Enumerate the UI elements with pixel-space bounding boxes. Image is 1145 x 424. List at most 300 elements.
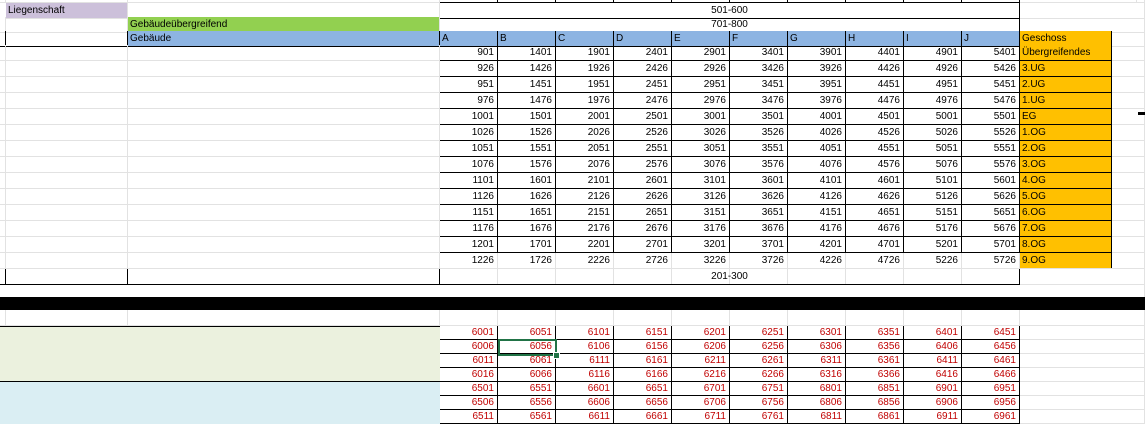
number-cell[interactable]: 6561 [498, 410, 556, 424]
number-cell[interactable]: 2126 [556, 189, 614, 205]
number-cell[interactable]: 6656 [614, 396, 672, 410]
number-cell[interactable]: 3401 [730, 45, 788, 61]
number-cell[interactable]: 2226 [556, 253, 614, 269]
number-cell[interactable]: 1151 [440, 205, 498, 221]
cell[interactable] [6, 141, 128, 157]
number-cell[interactable]: 5076 [904, 157, 962, 173]
number-cell[interactable]: 1026 [440, 125, 498, 141]
cell[interactable] [128, 77, 440, 93]
cell[interactable] [1112, 173, 1145, 189]
cell[interactable] [1112, 61, 1145, 77]
cell[interactable] [440, 253, 498, 269]
number-cell[interactable]: 4001 [788, 109, 846, 125]
number-cell[interactable]: 2201 [556, 237, 614, 253]
number-cell[interactable]: 1001 [440, 109, 498, 125]
number-cell[interactable]: 1426 [498, 61, 556, 77]
number-cell[interactable]: 3426 [730, 61, 788, 77]
number-cell[interactable]: 2501 [614, 109, 672, 125]
number-cell[interactable]: 1551 [498, 141, 556, 157]
number-cell[interactable]: 6311 [788, 354, 846, 368]
number-cell[interactable]: 4401 [846, 45, 904, 61]
number-cell[interactable]: 6706 [672, 396, 730, 410]
cell[interactable] [6, 77, 128, 93]
number-cell[interactable]: 1726 [498, 253, 556, 269]
cell[interactable] [614, 253, 672, 269]
cell[interactable] [730, 253, 788, 269]
number-cell[interactable]: 951 [440, 77, 498, 93]
number-cell[interactable]: 1501 [498, 109, 556, 125]
number-cell[interactable]: 3051 [672, 141, 730, 157]
number-cell[interactable]: 2401 [614, 45, 672, 61]
number-cell[interactable]: 3226 [672, 253, 730, 269]
cell[interactable] [672, 310, 730, 326]
number-cell[interactable]: 6001 [440, 326, 498, 340]
number-cell[interactable]: 6861 [846, 410, 904, 424]
number-cell[interactable]: 5601 [962, 173, 1020, 189]
cell[interactable] [6, 310, 128, 326]
number-cell[interactable]: 6901 [904, 382, 962, 396]
number-cell[interactable]: 1926 [556, 61, 614, 77]
cell[interactable] [6, 109, 128, 125]
number-cell[interactable]: 6711 [672, 410, 730, 424]
number-cell[interactable]: 4201 [788, 237, 846, 253]
column-header-i[interactable]: I [904, 31, 962, 47]
cell[interactable] [128, 125, 440, 141]
number-cell[interactable]: 6106 [556, 340, 614, 354]
number-cell[interactable]: 6611 [556, 410, 614, 424]
number-cell[interactable]: 2426 [614, 61, 672, 77]
number-cell[interactable]: 6006 [440, 340, 498, 354]
column-header-e[interactable]: E [672, 31, 730, 47]
number-cell[interactable]: 6211 [672, 354, 730, 368]
cell[interactable] [6, 221, 128, 237]
number-cell[interactable]: 2626 [614, 189, 672, 205]
number-cell[interactable]: 2051 [556, 141, 614, 157]
number-cell[interactable]: 4601 [846, 173, 904, 189]
number-cell[interactable]: 2001 [556, 109, 614, 125]
number-cell[interactable]: 5001 [904, 109, 962, 125]
number-cell[interactable]: 4451 [846, 77, 904, 93]
column-header-g[interactable]: G [788, 31, 846, 47]
cell[interactable] [6, 125, 128, 141]
number-cell[interactable]: 2451 [614, 77, 672, 93]
number-cell[interactable]: 6306 [788, 340, 846, 354]
number-cell[interactable]: 4976 [904, 93, 962, 109]
cell[interactable] [1020, 310, 1145, 326]
number-cell[interactable]: 1451 [498, 77, 556, 93]
number-cell[interactable]: 5201 [904, 237, 962, 253]
cell[interactable] [1020, 269, 1145, 285]
cell[interactable] [1112, 141, 1145, 157]
number-cell[interactable]: 6161 [614, 354, 672, 368]
floor-label[interactable]: Übergreifendes [1020, 45, 1112, 61]
number-cell[interactable]: 6061 [498, 354, 556, 368]
number-cell[interactable]: 1176 [440, 221, 498, 237]
number-cell[interactable]: 6206 [672, 340, 730, 354]
cell[interactable] [6, 237, 128, 253]
floor-label[interactable]: 8.OG [1020, 237, 1112, 253]
number-cell[interactable]: 5176 [904, 221, 962, 237]
number-cell[interactable]: 6111 [556, 354, 614, 368]
number-cell[interactable]: 2601 [614, 173, 672, 189]
number-cell[interactable]: 2151 [556, 205, 614, 221]
number-cell[interactable]: 3101 [672, 173, 730, 189]
cell[interactable] [730, 310, 788, 326]
number-cell[interactable]: 6751 [730, 382, 788, 396]
number-cell[interactable]: 5726 [962, 253, 1020, 269]
number-cell[interactable]: 5626 [962, 189, 1020, 205]
cell[interactable] [1020, 354, 1145, 368]
number-cell[interactable]: 6116 [556, 368, 614, 382]
number-cell[interactable]: 6856 [846, 396, 904, 410]
number-cell[interactable]: 4651 [846, 205, 904, 221]
number-cell[interactable]: 3701 [730, 237, 788, 253]
column-header-b[interactable]: B [498, 31, 556, 47]
cell[interactable] [962, 310, 1020, 326]
number-cell[interactable]: 6801 [788, 382, 846, 396]
number-cell[interactable]: 2926 [672, 61, 730, 77]
number-cell[interactable]: 5526 [962, 125, 1020, 141]
cell[interactable] [128, 93, 440, 109]
number-cell[interactable]: 6401 [904, 326, 962, 340]
number-cell[interactable]: 1076 [440, 157, 498, 173]
number-cell[interactable]: 2026 [556, 125, 614, 141]
number-cell[interactable]: 4051 [788, 141, 846, 157]
gebaeudeuebergreifend-label[interactable]: Gebäudeübergreifend [128, 17, 440, 33]
number-cell[interactable]: 2901 [672, 45, 730, 61]
number-cell[interactable]: 6951 [962, 382, 1020, 396]
number-cell[interactable]: 6366 [846, 368, 904, 382]
floor-label[interactable]: 2.UG [1020, 77, 1112, 93]
number-cell[interactable]: 6651 [614, 382, 672, 396]
floor-label[interactable]: 1.UG [1020, 93, 1112, 109]
number-cell[interactable]: 3176 [672, 221, 730, 237]
number-cell[interactable]: 3126 [672, 189, 730, 205]
number-cell[interactable]: 4701 [846, 237, 904, 253]
fill-handle[interactable] [553, 352, 560, 359]
number-cell[interactable]: 1126 [440, 189, 498, 205]
cell[interactable] [1020, 326, 1145, 340]
cell[interactable] [1020, 253, 1145, 269]
number-cell[interactable]: 6906 [904, 396, 962, 410]
number-cell[interactable]: 3501 [730, 109, 788, 125]
range-501-600[interactable]: 501-600 [440, 3, 1020, 19]
number-cell[interactable]: 5476 [962, 93, 1020, 109]
number-cell[interactable]: 4626 [846, 189, 904, 205]
cell[interactable] [1112, 189, 1145, 205]
number-cell[interactable]: 3676 [730, 221, 788, 237]
column-header-d[interactable]: D [614, 31, 672, 47]
number-cell[interactable]: 2101 [556, 173, 614, 189]
number-cell[interactable]: 5451 [962, 77, 1020, 93]
floor-label[interactable]: 7.OG [1020, 221, 1112, 237]
number-cell[interactable]: 3926 [788, 61, 846, 77]
cell[interactable] [1112, 157, 1145, 173]
number-cell[interactable]: 6551 [498, 382, 556, 396]
cell[interactable] [1112, 205, 1145, 221]
number-cell[interactable]: 6056 [498, 340, 556, 354]
number-cell[interactable]: 4126 [788, 189, 846, 205]
number-cell[interactable]: 6961 [962, 410, 1020, 424]
number-cell[interactable]: 6416 [904, 368, 962, 382]
number-cell[interactable]: 1676 [498, 221, 556, 237]
number-cell[interactable]: 2726 [614, 253, 672, 269]
gebaeude-label[interactable]: Gebäude [128, 31, 440, 47]
cell[interactable] [128, 141, 440, 157]
column-header-a[interactable]: A [440, 31, 498, 47]
cell[interactable] [6, 45, 128, 61]
floor-label[interactable]: EG [1020, 109, 1112, 125]
number-cell[interactable]: 3901 [788, 45, 846, 61]
number-cell[interactable]: 1651 [498, 205, 556, 221]
number-cell[interactable]: 5676 [962, 221, 1020, 237]
cell[interactable] [556, 253, 614, 269]
cell[interactable] [6, 157, 128, 173]
number-cell[interactable]: 6701 [672, 382, 730, 396]
number-cell[interactable]: 3476 [730, 93, 788, 109]
number-cell[interactable]: 1476 [498, 93, 556, 109]
cell[interactable] [498, 310, 556, 326]
number-cell[interactable]: 6066 [498, 368, 556, 382]
range-201-300[interactable]: 201-300 [440, 269, 1020, 285]
cell[interactable] [128, 157, 440, 173]
column-header-f[interactable]: F [730, 31, 788, 47]
number-cell[interactable]: 4151 [788, 205, 846, 221]
number-cell[interactable]: 5026 [904, 125, 962, 141]
number-cell[interactable]: 2951 [672, 77, 730, 93]
number-cell[interactable]: 4526 [846, 125, 904, 141]
number-cell[interactable]: 3451 [730, 77, 788, 93]
number-cell[interactable]: 3951 [788, 77, 846, 93]
number-cell[interactable]: 3001 [672, 109, 730, 125]
number-cell[interactable]: 5501 [962, 109, 1020, 125]
number-cell[interactable]: 4226 [788, 253, 846, 269]
number-cell[interactable]: 6456 [962, 340, 1020, 354]
number-cell[interactable]: 5401 [962, 45, 1020, 61]
number-cell[interactable]: 6201 [672, 326, 730, 340]
number-cell[interactable]: 4101 [788, 173, 846, 189]
number-cell[interactable]: 6811 [788, 410, 846, 424]
cell[interactable] [6, 269, 128, 285]
number-cell[interactable]: 2576 [614, 157, 672, 173]
cell[interactable] [962, 253, 1020, 269]
cell[interactable] [128, 173, 440, 189]
number-cell[interactable]: 1101 [440, 173, 498, 189]
cell[interactable] [6, 205, 128, 221]
number-cell[interactable]: 6316 [788, 368, 846, 382]
cell[interactable] [672, 253, 730, 269]
number-cell[interactable]: 3151 [672, 205, 730, 221]
column-header-c[interactable]: C [556, 31, 614, 47]
number-cell[interactable]: 901 [440, 45, 498, 61]
floor-label[interactable]: 5.OG [1020, 189, 1112, 205]
number-cell[interactable]: 1401 [498, 45, 556, 61]
number-cell[interactable]: 6461 [962, 354, 1020, 368]
number-cell[interactable]: 4726 [846, 253, 904, 269]
number-cell[interactable]: 6166 [614, 368, 672, 382]
cell[interactable] [440, 310, 498, 326]
number-cell[interactable]: 1701 [498, 237, 556, 253]
number-cell[interactable]: 5101 [904, 173, 962, 189]
cell[interactable] [1020, 410, 1145, 424]
number-cell[interactable]: 3626 [730, 189, 788, 205]
number-cell[interactable]: 4901 [904, 45, 962, 61]
cell[interactable] [1112, 77, 1145, 93]
range-701-800[interactable]: 701-800 [440, 17, 1020, 33]
number-cell[interactable]: 1226 [440, 253, 498, 269]
cell[interactable] [904, 310, 962, 326]
floor-label[interactable]: 3.OG [1020, 157, 1112, 173]
floor-label[interactable]: 3.UG [1020, 61, 1112, 77]
cell[interactable] [128, 253, 440, 269]
number-cell[interactable]: 3201 [672, 237, 730, 253]
number-cell[interactable]: 1526 [498, 125, 556, 141]
number-cell[interactable]: 6506 [440, 396, 498, 410]
number-cell[interactable]: 3576 [730, 157, 788, 173]
cell[interactable] [128, 45, 440, 61]
number-cell[interactable]: 6501 [440, 382, 498, 396]
number-cell[interactable]: 2551 [614, 141, 672, 157]
number-cell[interactable]: 6956 [962, 396, 1020, 410]
number-cell[interactable]: 1901 [556, 45, 614, 61]
cell[interactable] [1112, 125, 1145, 141]
number-cell[interactable]: 5226 [904, 253, 962, 269]
number-cell[interactable]: 6301 [788, 326, 846, 340]
cell[interactable] [6, 93, 128, 109]
number-cell[interactable]: 3076 [672, 157, 730, 173]
cell[interactable] [1112, 221, 1145, 237]
cell[interactable] [1020, 396, 1145, 410]
number-cell[interactable]: 2526 [614, 125, 672, 141]
number-cell[interactable]: 926 [440, 61, 498, 77]
cell[interactable] [1020, 382, 1145, 396]
cell[interactable] [556, 310, 614, 326]
number-cell[interactable]: 3976 [788, 93, 846, 109]
number-cell[interactable]: 6466 [962, 368, 1020, 382]
number-cell[interactable]: 5426 [962, 61, 1020, 77]
number-cell[interactable]: 6606 [556, 396, 614, 410]
number-cell[interactable]: 2076 [556, 157, 614, 173]
number-cell[interactable]: 5126 [904, 189, 962, 205]
number-cell[interactable]: 1976 [556, 93, 614, 109]
number-cell[interactable]: 4926 [904, 61, 962, 77]
number-cell[interactable]: 2476 [614, 93, 672, 109]
number-cell[interactable]: 5651 [962, 205, 1020, 221]
number-cell[interactable]: 6251 [730, 326, 788, 340]
number-cell[interactable]: 6261 [730, 354, 788, 368]
geschoss-header[interactable]: Geschoss [1020, 31, 1112, 47]
cell[interactable] [128, 61, 440, 77]
cell[interactable] [498, 253, 556, 269]
cell[interactable] [846, 253, 904, 269]
number-cell[interactable]: 6101 [556, 326, 614, 340]
number-cell[interactable]: 2676 [614, 221, 672, 237]
number-cell[interactable]: 3551 [730, 141, 788, 157]
number-cell[interactable]: 3601 [730, 173, 788, 189]
floor-label[interactable]: 6.OG [1020, 205, 1112, 221]
number-cell[interactable]: 6216 [672, 368, 730, 382]
number-cell[interactable]: 3726 [730, 253, 788, 269]
number-cell[interactable]: 6356 [846, 340, 904, 354]
number-cell[interactable]: 1626 [498, 189, 556, 205]
number-cell[interactable]: 6511 [440, 410, 498, 424]
cell[interactable] [128, 221, 440, 237]
number-cell[interactable]: 4076 [788, 157, 846, 173]
number-cell[interactable]: 1951 [556, 77, 614, 93]
number-cell[interactable]: 4501 [846, 109, 904, 125]
number-cell[interactable]: 2651 [614, 205, 672, 221]
number-cell[interactable]: 4026 [788, 125, 846, 141]
number-cell[interactable]: 3526 [730, 125, 788, 141]
number-cell[interactable]: 6016 [440, 368, 498, 382]
cell[interactable] [128, 269, 440, 285]
cell[interactable] [1112, 45, 1145, 61]
floor-label[interactable]: 4.OG [1020, 173, 1112, 189]
number-cell[interactable]: 6911 [904, 410, 962, 424]
column-header-h[interactable]: H [846, 31, 904, 47]
number-cell[interactable]: 4676 [846, 221, 904, 237]
number-cell[interactable]: 1576 [498, 157, 556, 173]
number-cell[interactable]: 3651 [730, 205, 788, 221]
number-cell[interactable]: 4176 [788, 221, 846, 237]
number-cell[interactable]: 6151 [614, 326, 672, 340]
cell[interactable] [846, 310, 904, 326]
cell[interactable] [1020, 340, 1145, 354]
number-cell[interactable]: 6351 [846, 326, 904, 340]
number-cell[interactable]: 6266 [730, 368, 788, 382]
number-cell[interactable]: 6661 [614, 410, 672, 424]
cell[interactable] [6, 253, 128, 269]
cell[interactable] [6, 189, 128, 205]
number-cell[interactable]: 5151 [904, 205, 962, 221]
cell[interactable] [1020, 368, 1145, 382]
column-header-j[interactable]: J [962, 31, 1020, 47]
cell[interactable] [128, 237, 440, 253]
number-cell[interactable]: 1201 [440, 237, 498, 253]
number-cell[interactable]: 6556 [498, 396, 556, 410]
cell[interactable] [128, 205, 440, 221]
number-cell[interactable]: 6451 [962, 326, 1020, 340]
number-cell[interactable]: 2701 [614, 237, 672, 253]
number-cell[interactable]: 6761 [730, 410, 788, 424]
number-cell[interactable]: 6756 [730, 396, 788, 410]
number-cell[interactable]: 4951 [904, 77, 962, 93]
cell[interactable] [904, 253, 962, 269]
number-cell[interactable]: 6806 [788, 396, 846, 410]
number-cell[interactable]: 6256 [730, 340, 788, 354]
floor-label[interactable]: 9.OG [1020, 253, 1112, 269]
number-cell[interactable]: 5051 [904, 141, 962, 157]
number-cell[interactable]: 6601 [556, 382, 614, 396]
number-cell[interactable]: 6851 [846, 382, 904, 396]
number-cell[interactable]: 4551 [846, 141, 904, 157]
number-cell[interactable]: 5551 [962, 141, 1020, 157]
number-cell[interactable]: 2976 [672, 93, 730, 109]
cell[interactable] [788, 310, 846, 326]
floor-label[interactable]: 1.OG [1020, 125, 1112, 141]
number-cell[interactable]: 5576 [962, 157, 1020, 173]
number-cell[interactable]: 5701 [962, 237, 1020, 253]
cell[interactable] [1112, 237, 1145, 253]
number-cell[interactable]: 6361 [846, 354, 904, 368]
number-cell[interactable]: 6011 [440, 354, 498, 368]
cell[interactable] [128, 189, 440, 205]
number-cell[interactable]: 3026 [672, 125, 730, 141]
number-cell[interactable]: 6051 [498, 326, 556, 340]
number-cell[interactable]: 2176 [556, 221, 614, 237]
number-cell[interactable]: 4576 [846, 157, 904, 173]
number-cell[interactable]: 4426 [846, 61, 904, 77]
